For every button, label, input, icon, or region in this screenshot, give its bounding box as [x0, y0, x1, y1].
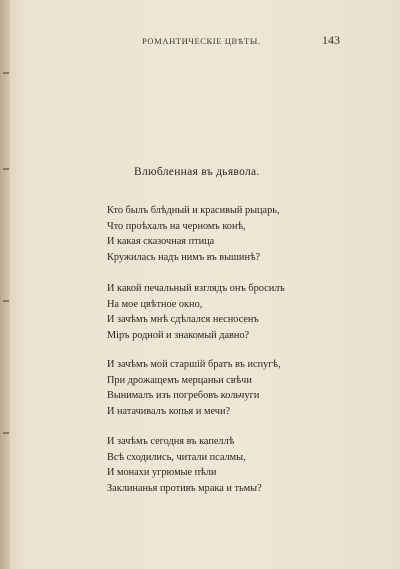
- poem-line: Заклинанья противъ мрака и тьмы?: [107, 482, 262, 494]
- poem-line: Всѣ сходились, читали псалмы,: [107, 451, 246, 463]
- poem-title: Влюбленная въ дьявола.: [134, 166, 260, 178]
- running-head: РОМАНТИЧЕСКІЕ ЦВѢТЫ.: [142, 36, 261, 46]
- page-number: 143: [322, 33, 340, 47]
- poem-line: Кружилась надъ нимъ въ вышинѣ?: [107, 251, 261, 263]
- poem-line: Кто былъ блѣдный и красивый рыцарь,: [107, 205, 280, 216]
- binding-stitch: [3, 72, 9, 74]
- poem-line: И зачѣмъ мнѣ сдѣлался несносенъ: [107, 314, 259, 325]
- poem-line: И зачѣмъ мой старшій братъ въ испугѣ,: [107, 359, 281, 370]
- stanza-2: [107, 281, 285, 343]
- binding-stitch: [3, 432, 9, 434]
- poem-line: На мое цвѣтное окно,: [107, 298, 203, 310]
- poem-line: Міръ родной и знакомый давно?: [107, 329, 250, 341]
- poem-line: И зачѣмъ сегодня въ капеллѣ: [107, 436, 235, 447]
- page-binding-edge: [0, 0, 10, 569]
- poem-line: И какой печальный взглядъ онъ бросилъ: [107, 283, 285, 294]
- poem-line: И монахи угрюмые пѣли: [107, 467, 217, 478]
- poem-line: И натачивалъ копья и мечи?: [107, 405, 231, 417]
- binding-stitch: [3, 168, 9, 170]
- poem-line: При дрожащемъ мерцаньи свѣчи: [107, 374, 252, 386]
- stanza-4: [107, 434, 262, 496]
- binding-stitch: [3, 300, 9, 302]
- stanza-3: [107, 357, 281, 419]
- poem-line: Что проѣхалъ на черномъ конѣ,: [107, 220, 246, 232]
- stanza-1: [107, 203, 280, 265]
- poem-line: И какая сказочная птица: [107, 236, 215, 247]
- poem-line: Вынималъ изъ погребовъ кольчуги: [107, 390, 260, 401]
